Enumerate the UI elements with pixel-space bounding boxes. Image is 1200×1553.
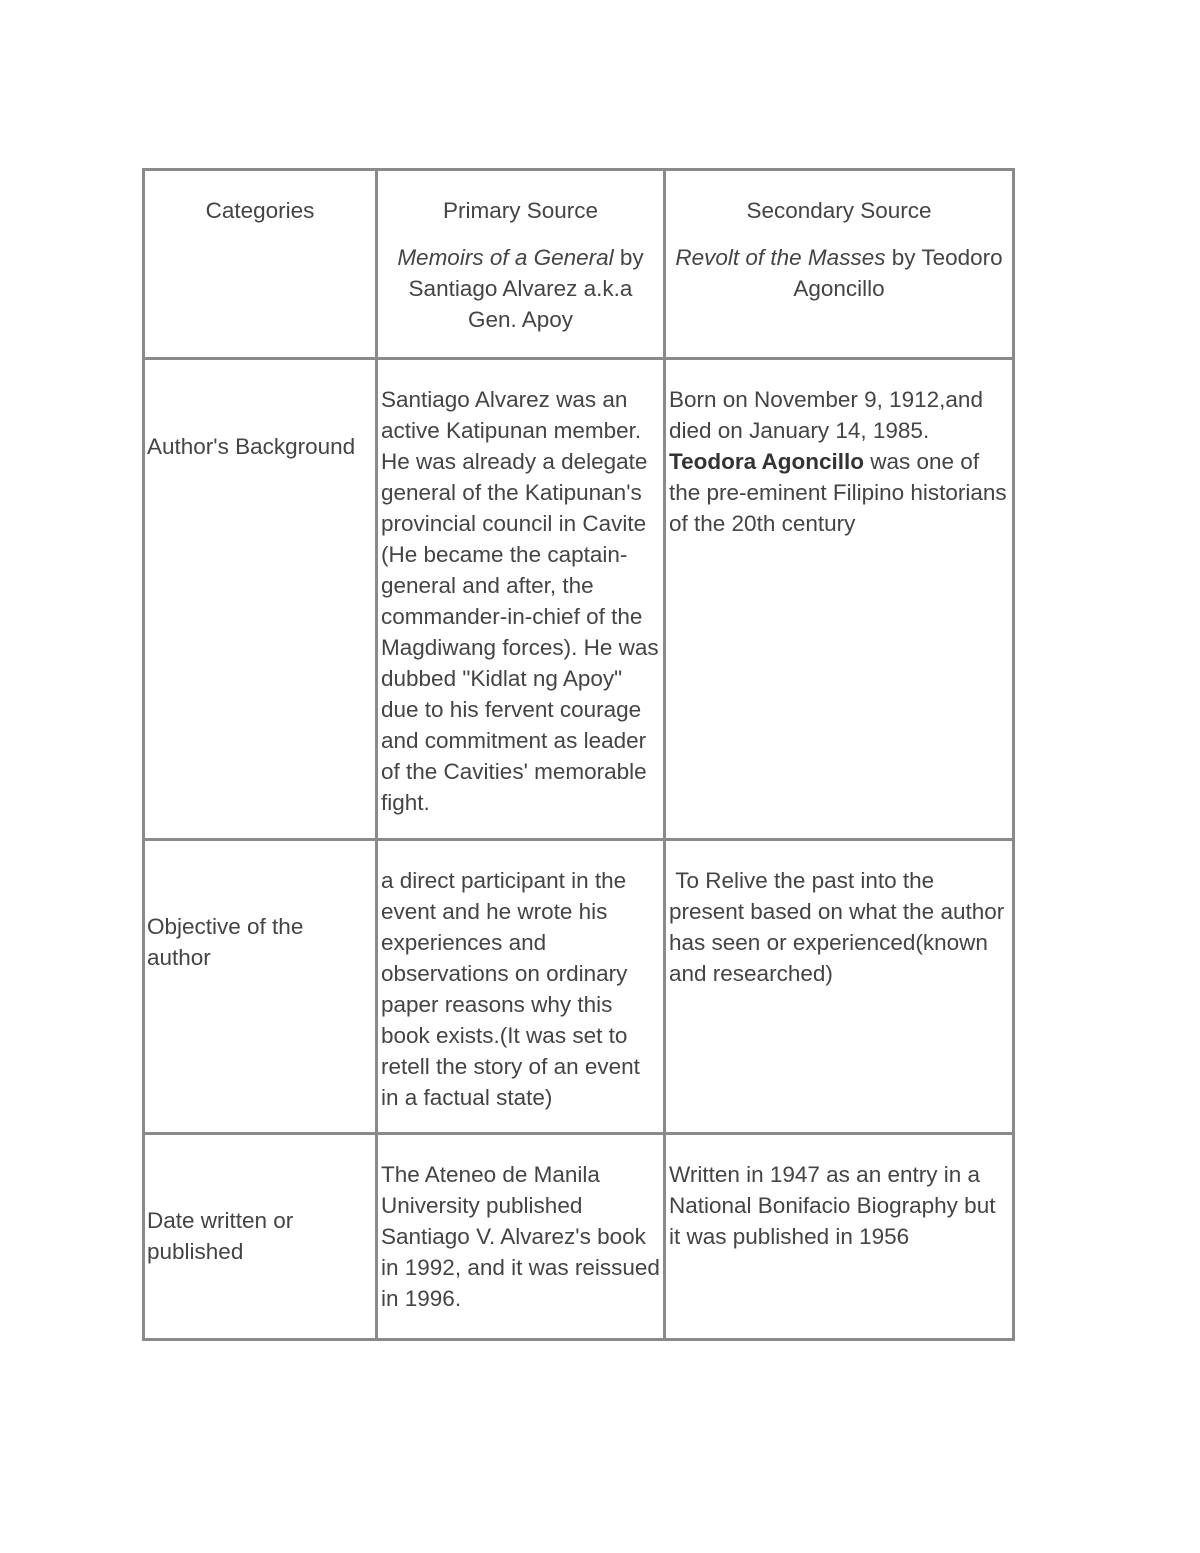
primary-source-cell: a direct participant in the event and he wrote his experiences and observations on ordinary paper reasons why this book exists.(It was set to retell the story of an event in a factual state) xyxy=(377,840,665,1134)
table-row-date xyxy=(144,1134,1014,1340)
secondary-intro-text: Born on November 9, 1912,and died on January 14, 1985. xyxy=(669,387,983,443)
header-categories-cell xyxy=(144,170,377,359)
category-cell: Author's Background xyxy=(144,359,377,840)
primary-book-citation xyxy=(382,242,659,335)
primary-source-heading: Primary Source xyxy=(442,198,599,223)
secondary-bold-name: Teodora Agoncillo xyxy=(669,449,864,474)
secondary-rest-text: was one of the pre-eminent Filipino historians of the 20th century xyxy=(669,449,1007,536)
comparison-table xyxy=(142,168,1015,1341)
secondary-book-citation xyxy=(670,242,1008,304)
header-primary-cell xyxy=(377,170,665,359)
secondary-source-cell: Written in 1947 as an entry in a National Bonifacio Biography but it was published in 1956 xyxy=(665,1134,1014,1340)
primary-book-title: Memoirs of a General xyxy=(397,245,614,270)
table-row-objective xyxy=(144,840,1014,1134)
header-secondary-cell xyxy=(665,170,1014,359)
primary-source-cell: Santiago Alvarez was an active Katipunan member. He was already a delegate general of the Katipunan's provincial council in Cavite (He became the captain-general and after, the commander-in-chief of the Magdiwang forces). He was dubbed "Kidlat ng Apoy" due to his fervent courage and commitment as leader of the Cavities' memorable fight. xyxy=(377,359,665,840)
secondary-source-heading: Secondary Source xyxy=(746,198,932,223)
primary-book-author: by Santiago Alvarez a.k.a Gen. Apoy xyxy=(408,245,644,332)
secondary-source-cell xyxy=(665,840,1014,1134)
secondary-book-author: by Teodoro Agoncillo xyxy=(793,245,1003,301)
table-row-author-background xyxy=(144,359,1014,840)
secondary-book-title: Revolt of the Masses xyxy=(675,245,886,270)
category-cell: Date written or published xyxy=(144,1134,377,1340)
categories-heading: Categories xyxy=(205,198,315,223)
secondary-source-cell xyxy=(665,359,1014,840)
primary-source-cell: The Ateneo de Manila University published Santiago V. Alvarez's book in 1992, and it was reissued in 1996. xyxy=(377,1134,665,1340)
table-header-row xyxy=(144,170,1014,359)
secondary-text: To Relive the past into the present based on what the author has seen or experienced(known and researched) xyxy=(669,868,1011,986)
category-cell: Objective of the author xyxy=(144,840,377,1134)
